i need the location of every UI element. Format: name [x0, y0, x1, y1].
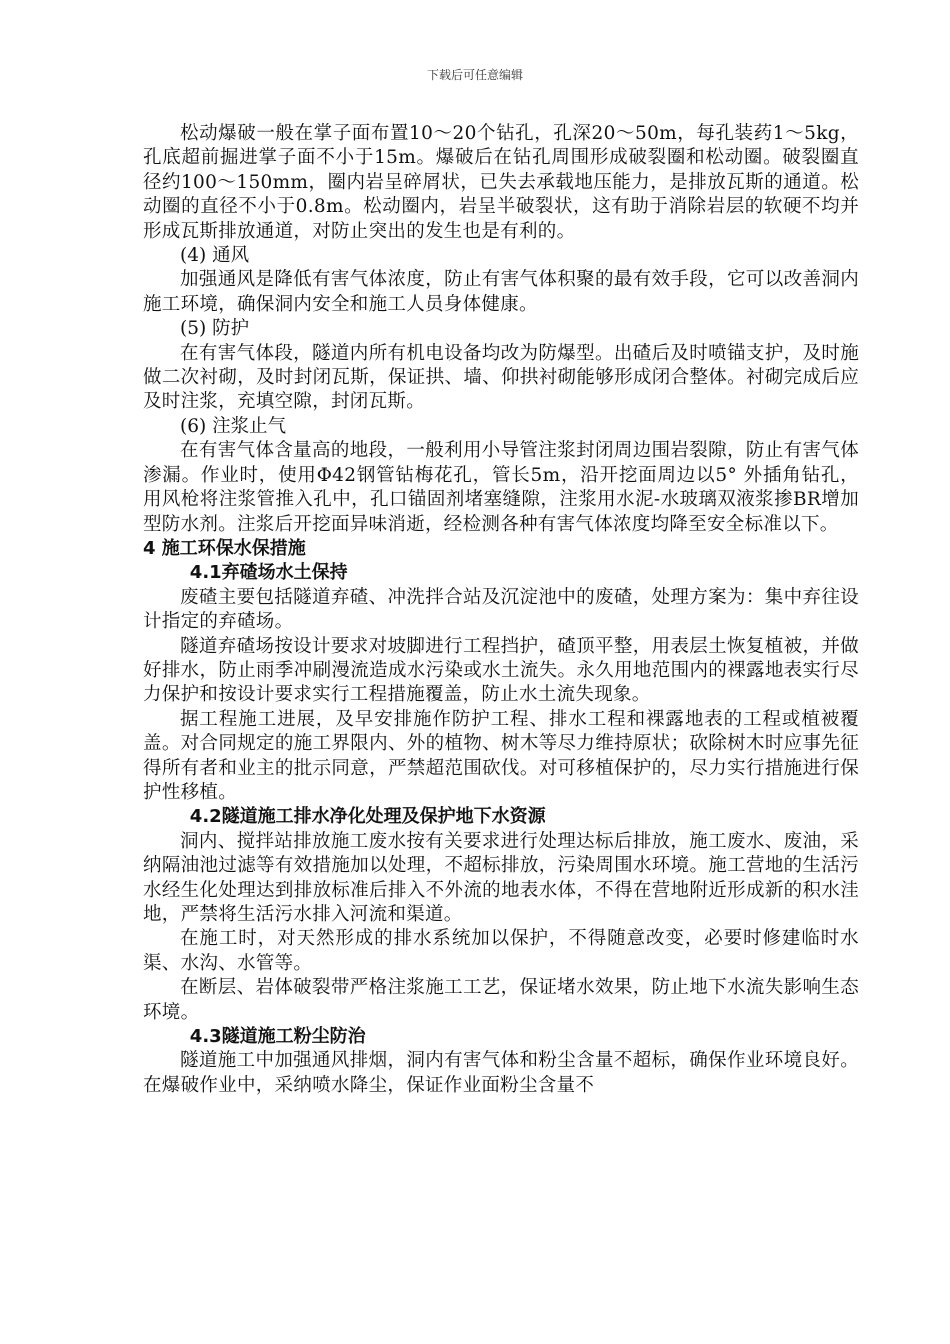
subheading-grouting: (6) 注浆止气 — [180, 415, 287, 437]
paragraph-waste-slag: 废碴主要包括隧道弃碴、冲洗拌合站及沉淀池中的废碴，处理方案为：集中弃往设计指定的弃碴场。 — [143, 586, 859, 633]
paragraph-dust-control: 隧道施工中加强通风排烟，洞内有害气体和粉尘含量不超标，确保作业环境良好。在爆破作业中，采纳喷水降尘，保证作业面粉尘含量不 — [143, 1050, 859, 1096]
section-heading-4-2: 4.2隧道施工排水净化处理及保护地下水资源 — [189, 806, 546, 828]
page-header-note: 下载后可任意编辑 — [426, 68, 523, 82]
paragraph-ventilation: 加强通风是降低有害气体浓度，防止有害气体积聚的最有效手段，它可以改善洞内施工环境，确保洞内安全和施工人员身体健康。 — [143, 269, 859, 315]
paragraph-protection: 在有害气体段，隧道内所有机电设备均改为防爆型。出碴后及时喷锚支护，及时施做二次衬砌，及时封闭瓦斯，保证拱、墙、仰拱衬砌能够形成闭合整体。衬砌完成后应及时注浆，充填空隙，封闭瓦斯。 — [143, 342, 859, 413]
paragraph-loose-blasting: 松动爆破一般在掌子面布置10～20个钻孔，孔深20～50m，每孔装药1～5kg，孔底超前掘进掌子面不小于15m。爆破后在钻孔周围形成破裂圈和松动圈。破裂圈直径约100～150mm，圈内岩呈碎屑状，已失去承载地压能力，是排放瓦斯的通道。松动圈的直径不小于0.8m。松动圈内，岩呈半破裂状，这有助于消除岩层的软硬不均并形成瓦斯排放通道，对防止突出的发生也是有利的。 — [143, 123, 859, 242]
paragraph-progress-protection: 据工程施工进展，及早安排施作防护工程、排水工程和裸露地表的工程或植被覆盖。对合同规定的施工界限内、外的植物、树木等尽力维持原状；砍除树木时应事先征得所有者和业主的批示同意，严禁超范围砍伐。对可移植保护的，尽力实行措施进行保护性移植。 — [143, 708, 859, 803]
paragraph-grouting: 在有害气体含量高的地段，一般利用小导管注浆封闭周边围岩裂隙，防止有害气体渗漏。作业时，使用Φ42钢管钻梅花孔，管长5m，沿开挖面周边以5° 外插角钻孔，用风枪将注浆管推入孔中，孔口锚固剂堵塞缝隙，注浆用水泥-水玻璃双液浆掺BR增加型防水剂。注浆后开挖面异味消逝，经检测各种有害气体浓度均降至安全标准以下。 — [143, 440, 859, 535]
paragraph-spoil-ground: 隧道弃碴场按设计要求对坡脚进行工程挡护，碴顶平整，用表层土恢复植被，并做好排水，防止雨季冲刷漫流造成水污染或水土流失。永久用地范围内的裸露地表实行尽力保护和按设计要求实行工程措施覆盖，防止水土流失现象。 — [143, 635, 859, 706]
subheading-ventilation: (4) 通风 — [180, 245, 250, 267]
subheading-protection: (5) 防护 — [180, 318, 250, 340]
section-heading-4-1: 4.1弃碴场水土保持 — [189, 562, 348, 584]
document-body — [143, 122, 859, 1098]
section-heading-4: 4 施工环保水保措施 — [143, 537, 306, 559]
paragraph-wastewater: 洞内、搅拌站排放施工废水按有关要求进行处理达标后排放，施工废水、废油，采纳隔油池过滤等有效措施加以处理，不超标排放，污染周围水环境。施工营地的生活污水经生化处理达到排放标准后排入不外流的地表水体，不得在营地附近形成新的积水洼地，严禁将生活污水排入河流和渠道。 — [143, 830, 859, 925]
paragraph-fault-grouting: 在断层、岩体破裂带严格注浆施工工艺，保证堵水效果，防止地下水流失影响生态环境。 — [143, 977, 859, 1023]
section-heading-4-3: 4.3隧道施工粉尘防治 — [189, 1026, 366, 1048]
paragraph-drainage-system: 在施工时，对天然形成的排水系统加以保护，不得随意改变，必要时修建临时水渠、水沟、水管等。 — [143, 928, 859, 974]
